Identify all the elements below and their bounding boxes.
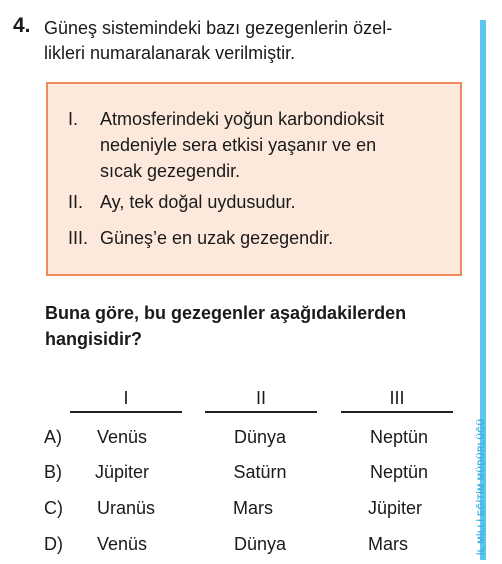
option-d-letter: D) <box>44 534 63 554</box>
statement-3-line-1: Güneş’e en uzak gezegendir. <box>100 228 334 248</box>
column-rule-3 <box>341 411 453 413</box>
column-header-1: I <box>123 388 129 408</box>
prompt-line-2: hangisidir? <box>45 329 143 349</box>
option-a-letter: A) <box>44 427 62 447</box>
statement-1-line-1: Atmosferindeki yoğun karbondioksit <box>100 109 385 129</box>
side-label: İL MİLLİ EĞİTİM MÜDÜRLÜĞÜ <box>476 418 486 555</box>
option-a-col-1: Venüs <box>96 427 148 447</box>
column-header-3: III <box>389 388 405 408</box>
question-number: 4. <box>13 14 31 37</box>
option-d[interactable] <box>0 534 470 560</box>
option-c-col-1: Uranüs <box>96 498 156 518</box>
option-c[interactable] <box>0 498 470 524</box>
option-a-col-2: Dünya <box>233 427 287 447</box>
statement-1-line-2: nedeniyle sera etkisi yaşanır ve en <box>100 135 377 155</box>
statement-3-numeral: III. <box>68 228 89 248</box>
option-d-col-3: Mars <box>368 534 408 554</box>
option-a-col-3: Neptün <box>369 427 429 447</box>
option-b[interactable] <box>0 462 470 488</box>
option-b-col-1: Jüpiter <box>94 462 150 482</box>
statement-2-line-1: Ay, tek doğal uydusudur. <box>100 192 296 212</box>
column-header-2: II <box>255 388 266 408</box>
option-d-col-2: Dünya <box>233 534 287 554</box>
option-b-col-3: Neptün <box>369 462 429 482</box>
option-b-letter: B) <box>44 462 62 482</box>
option-c-col-2: Mars <box>233 498 273 518</box>
statement-1-numeral: I. <box>68 109 79 129</box>
option-b-col-2: Satürn <box>233 462 287 482</box>
statement-2-numeral: II. <box>68 192 84 212</box>
statements-box <box>46 82 462 276</box>
column-rule-2 <box>205 411 317 413</box>
option-c-col-3: Jüpiter <box>367 498 423 518</box>
column-rule-1 <box>70 411 182 413</box>
question-text-line-1: Güneş sistemindeki bazı gezegenlerin özel- <box>44 18 393 38</box>
prompt-line-1: Buna göre, bu gezegenler aşağıdakilerden <box>45 303 407 323</box>
question-text-line-2: likleri numaralanarak verilmiştir. <box>44 43 296 63</box>
option-c-letter: C) <box>44 498 63 518</box>
option-a[interactable] <box>0 427 470 453</box>
option-d-col-1: Venüs <box>96 534 148 554</box>
statement-1-line-3: sıcak gezegendir. <box>100 161 241 181</box>
